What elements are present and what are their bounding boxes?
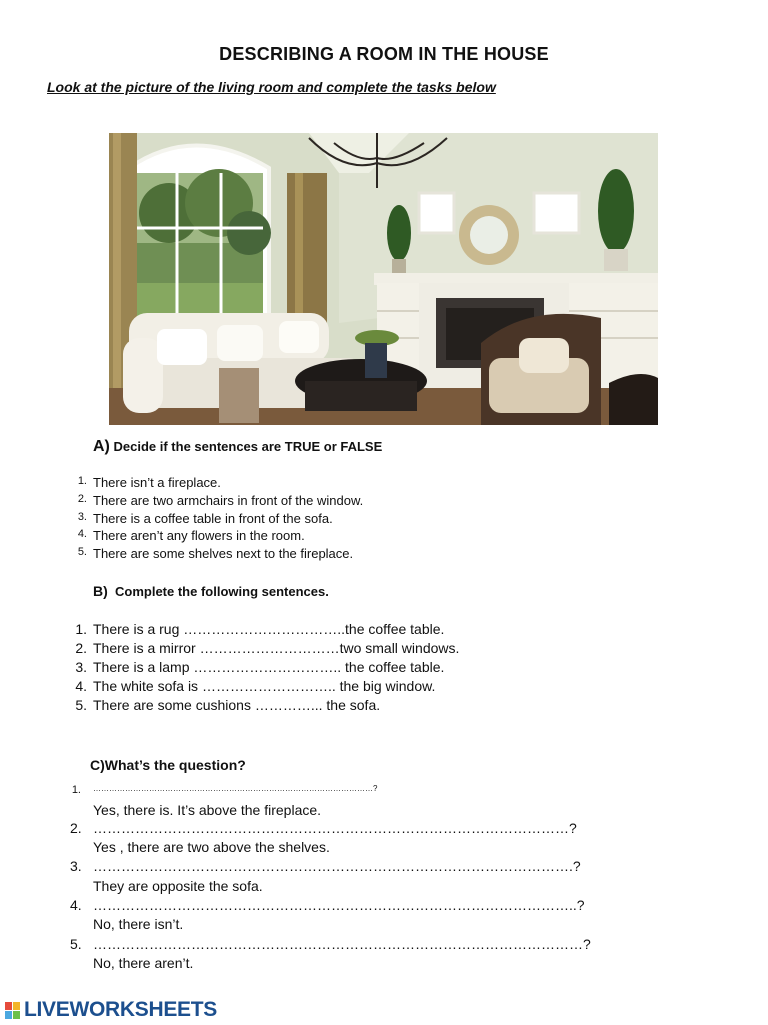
answer-text: They are opposite the sofa. [93, 878, 263, 894]
list-item: 5. There are some cushions …………... the sofa. [75, 697, 381, 713]
liveworksheets-logo-icon [5, 1002, 21, 1020]
page-instructions: Look at the picture of the living room and complete the tasks below [47, 79, 496, 95]
question-number: 4. [70, 897, 82, 913]
section-c-heading: C)What’s the question? [90, 757, 246, 773]
question-blank[interactable]: ……………………………………………………………………………………………? [93, 936, 591, 952]
question-number: 1. [71, 784, 81, 796]
liveworksheets-brand[interactable]: LIVEWORKSHEETS [24, 998, 217, 1021]
question-number: 2. [70, 820, 82, 836]
list-item: 4. There aren’t any flowers in the room. [77, 528, 305, 543]
answer-text: Yes, there is. It’s above the fireplace. [93, 802, 322, 818]
section-a-letter: A) [93, 438, 110, 455]
question-blank[interactable]: ……………………………………………………………………………………………? [93, 784, 378, 793]
question-blank[interactable]: …………………………………………………………………………………………..? [93, 897, 585, 913]
list-item: 2. There is a mirror …………………………two small windows. [75, 640, 460, 656]
list-item: 2. There are two armchairs in front of the window. [77, 493, 364, 508]
list-item: 5. There are some shelves next to the fireplace. [77, 546, 354, 561]
section-a-heading [93, 438, 382, 456]
answer-text: No, there aren’t. [93, 955, 194, 971]
answer-text: No, there isn’t. [93, 916, 184, 932]
question-blank[interactable]: ………………………………………………………………………………………….? [93, 858, 581, 874]
question-number: 5. [70, 936, 82, 952]
list-item: 3. There is a lamp ………………………….. the coffee table. [75, 659, 445, 675]
question-blank[interactable]: …………………………………………………………………………………………? [93, 820, 577, 836]
section-b-letter: B) [93, 583, 108, 599]
living-room-photo [109, 133, 658, 425]
section-b-heading [93, 583, 329, 599]
list-item: 1. There isn’t a fireplace. [77, 475, 221, 490]
list-item: 3. There is a coffee table in front of the sofa. [77, 511, 333, 526]
section-b-title: Complete the following sentences. [115, 584, 329, 599]
list-item: 1. There is a rug ……………………………..the coffee table. [75, 621, 445, 637]
section-a-title: Decide if the sentences are TRUE or FALSE [113, 439, 383, 454]
question-number: 3. [70, 858, 82, 874]
list-item: 4. The white sofa is ……………………….. the big window. [75, 678, 436, 694]
answer-text: Yes , there are two above the shelves. [93, 839, 330, 855]
page-title: DESCRIBING A ROOM IN THE HOUSE [219, 44, 549, 64]
